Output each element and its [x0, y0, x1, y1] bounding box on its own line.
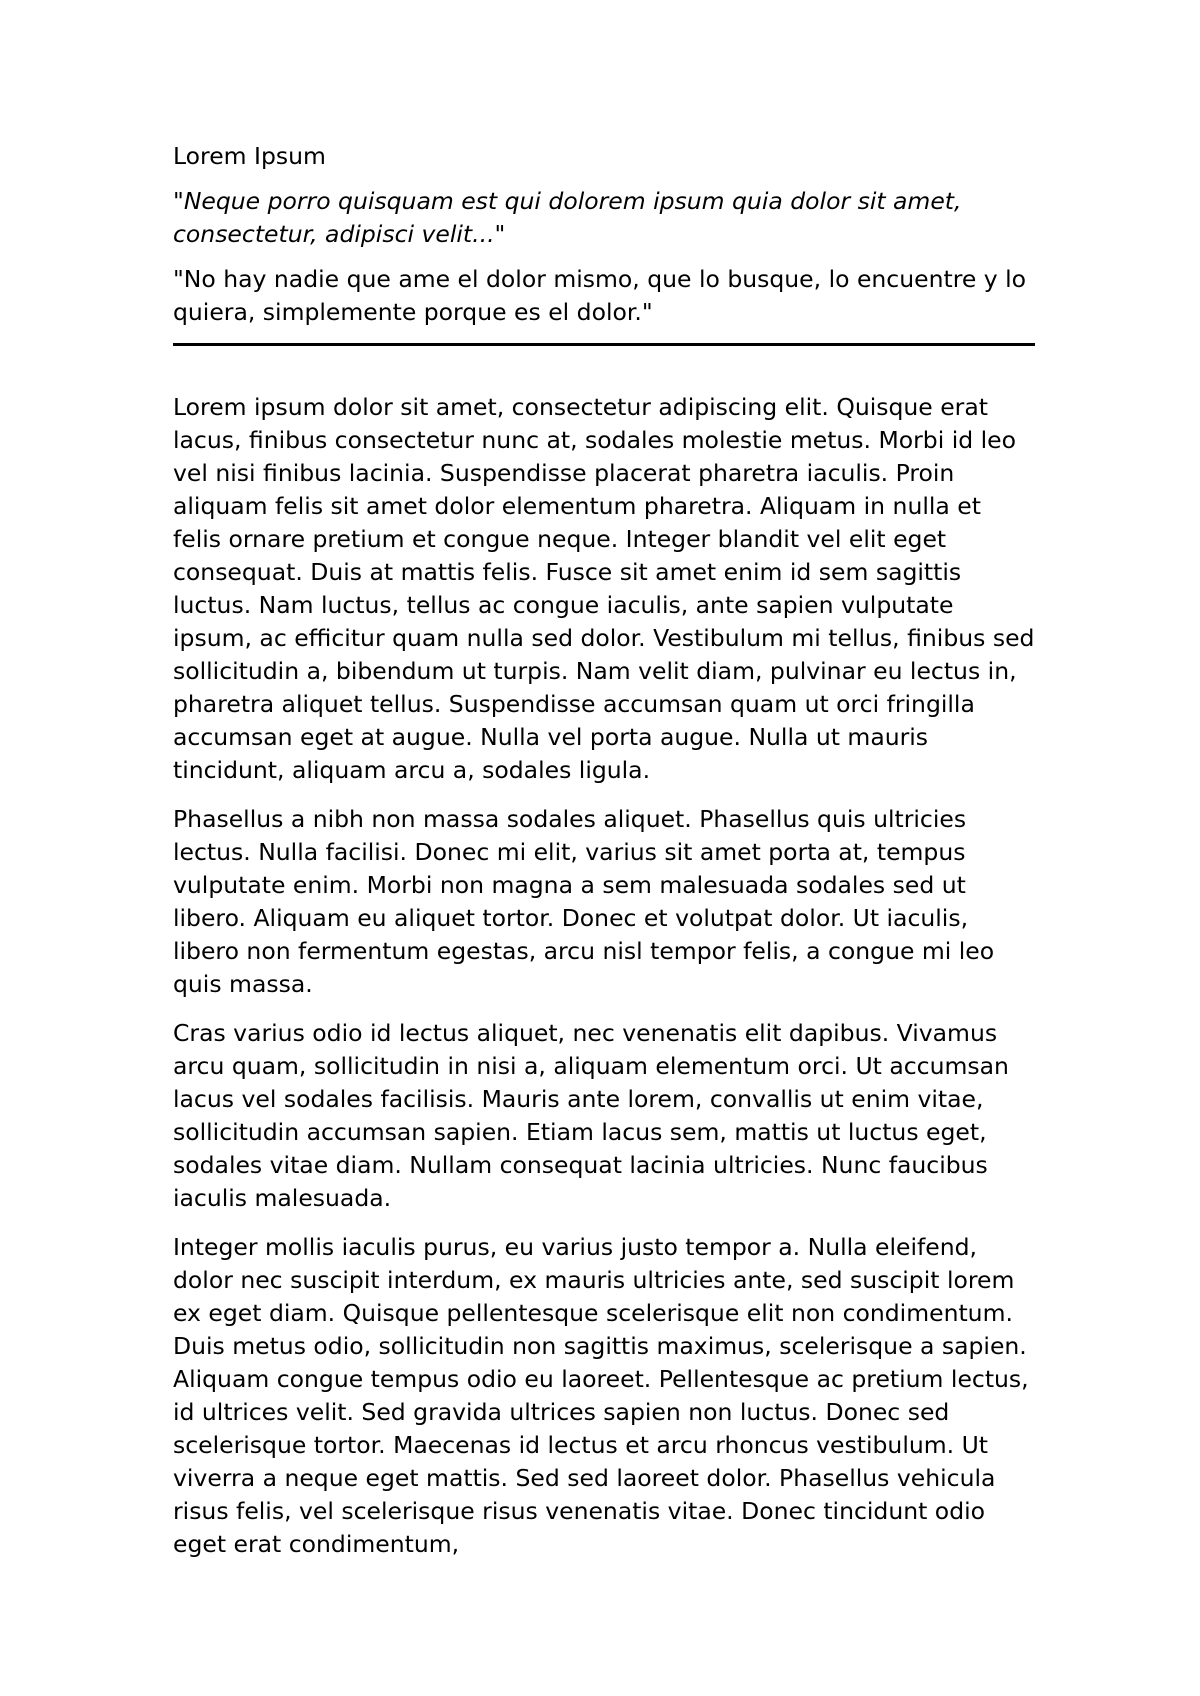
latin-quote	[173, 185, 1035, 251]
body-paragraph-1: Lorem ipsum dolor sit amet, consectetur adipiscing elit. Quisque erat lacus, finibus consectetur nunc at, sodales molestie metus. Morbi id leo vel nisi finibus lacinia. Suspendisse placerat pharetra iaculis. Proin aliquam felis sit amet dolor elementum pharetra. Aliquam in nulla et felis ornare pretium et congue neque. Integer blandit vel elit eget consequat. Duis at mattis felis. Fusce sit amet enim id sem sagittis luctus. Nam luctus, tellus ac congue iaculis, ante sapien vulputate ipsum, ac efficitur quam nulla sed dolor. Vestibulum mi tellus, finibus sed sollicitudin a, bibendum ut turpis. Nam velit diam, pulvinar eu lectus in, pharetra aliquet tellus. Suspendisse accumsan quam ut orci fringilla accumsan eget at augue. Nulla vel porta augue. Nulla ut mauris tincidunt, aliquam arcu a, sodales ligula.	[173, 393, 1035, 784]
document-title: Lorem Ipsum	[173, 142, 326, 170]
latin-quote-open-mark: "	[173, 187, 184, 215]
body-paragraph-3: Cras varius odio id lectus aliquet, nec venenatis elit dapibus. Vivamus arcu quam, sollicitudin in nisi a, aliquam elementum orci. Ut accumsan lacus vel sodales facilisis. Mauris ante lorem, convallis ut enim vitae, sollicitudin accumsan sapien. Etiam lacus sem, mattis ut luctus eget, sodales vitae diam. Nullam consequat lacinia ultricies. Nunc faucibus iaculis malesuada.	[173, 1019, 1009, 1212]
body-paragraph-2: Phasellus a nibh non massa sodales aliquet. Phasellus quis ultricies lectus. Nulla facilisi. Donec mi elit, varius sit amet porta at, tempus vulputate enim. Morbi non magna a sem malesuada sodales sed ut libero. Aliquam eu aliquet tortor. Donec et volutpat dolor. Ut iaculis, libero non fermentum egestas, arcu nisl tempor felis, a congue mi leo quis massa.	[173, 805, 995, 998]
latin-quote-text: Neque porro quisquam est qui dolorem ipsum quia dolor sit amet, consectetur, adipisci velit...	[173, 187, 962, 248]
body-paragraph-4: Integer mollis iaculis purus, eu varius justo tempor a. Nulla eleifend, dolor nec suscipit interdum, ex mauris ultricies ante, sed suscipit lorem ex eget diam. Quisque pellentesque scelerisque elit non condimentum. Duis metus odio, sollicitudin non sagittis maximus, scelerisque a sapien. Aliquam congue tempus odio eu laoreet. Pellentesque ac pretium lectus, id ultrices velit. Sed gravida ultrices sapien non luctus. Donec sed scelerisque tortor. Maecenas id lectus et arcu rhoncus vestibulum. Ut viverra a neque eget mattis. Sed sed laoreet dolor. Phasellus vehicula risus felis, vel scelerisque risus venenatis vitae. Donec tincidunt odio eget erat condimentum,	[173, 1233, 1029, 1558]
latin-quote-close-mark: "	[494, 220, 506, 248]
spanish-quote: "No hay nadie que ame el dolor mismo, que lo busque, lo encuentre y lo quiera, simplemente porque es el dolor."	[173, 265, 1027, 326]
divider-spacer	[173, 346, 1035, 391]
document-page	[173, 140, 1035, 1577]
